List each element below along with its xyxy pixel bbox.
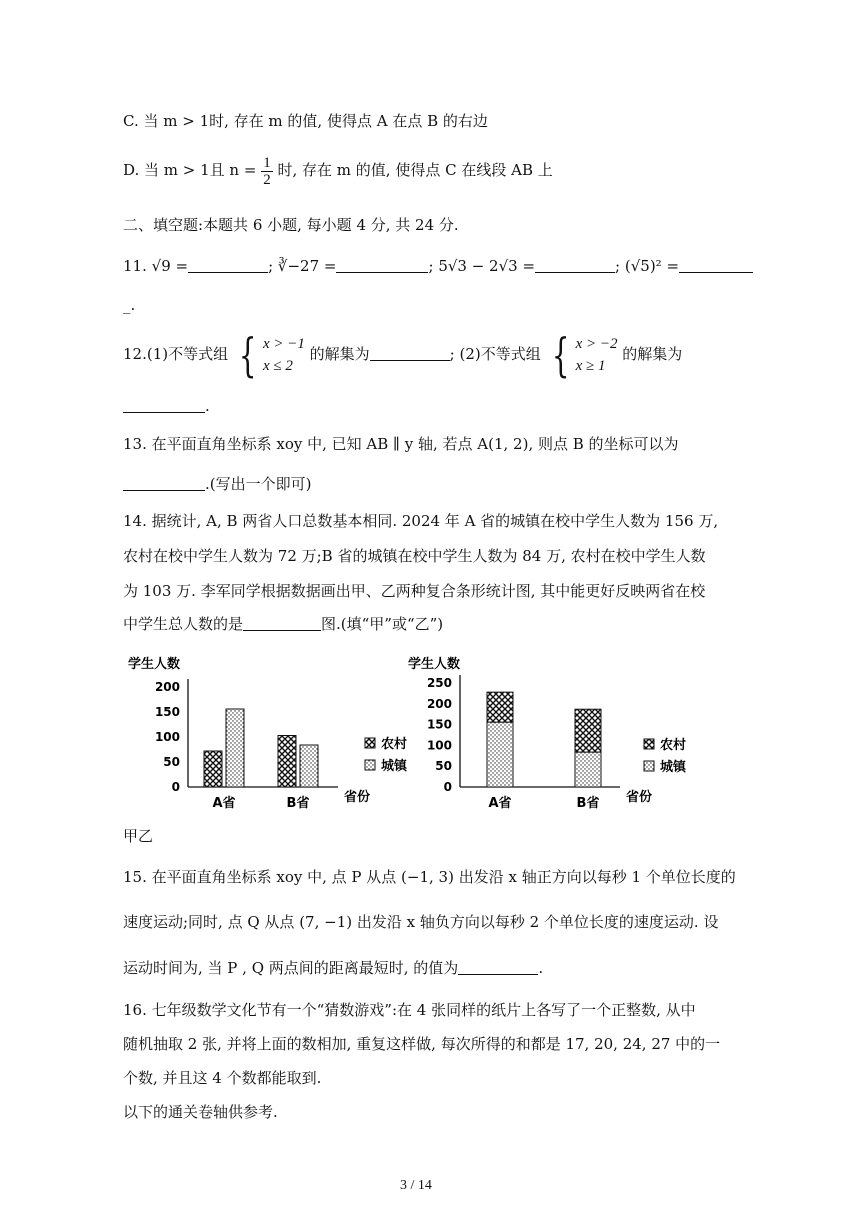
inequality-system-2 <box>576 333 618 377</box>
q11-expr-2: ∛−27 = <box>277 257 337 275</box>
y-tick-label: 100 <box>426 738 452 753</box>
legend-label-城镇: 城镇 <box>660 760 687 775</box>
x-tick-label: A省 <box>488 796 512 811</box>
q12-part2-label: ; (2)不等式组 <box>449 345 541 363</box>
chart-caption: 甲乙 <box>123 827 154 845</box>
question-15-line-3 <box>123 958 543 978</box>
q12-solution-label-1: 的解集为 <box>309 345 370 363</box>
q11-expr-1: √9 = <box>151 257 189 275</box>
bar-城镇-B省 <box>575 752 601 787</box>
y-tick-label: 250 <box>426 676 452 690</box>
bar-农村-A省 <box>487 692 513 722</box>
answer-blank[interactable] <box>243 615 321 631</box>
question-15-line-1: 15. 在平面直角坐标系 xoy 中, 点 P 从点 (−1, 3) 出发沿 x 轴正方向以每秒 1 个单位长度的 <box>123 868 736 886</box>
answer-blank[interactable] <box>535 257 615 273</box>
answer-blank[interactable] <box>679 257 753 273</box>
question-16-line-3: 个数, 并且这 4 个数都能取到. <box>123 1069 322 1087</box>
answer-blank[interactable] <box>336 257 428 273</box>
question-14-line-3: 为 103 万. 李军同学根据数据画出甲、乙两种复合条形统计图, 其中能更好反映两省在校 <box>123 582 706 600</box>
option-c: C. 当 m > 1时, 存在 m 的值, 使得点 A 在点 B 的右边 <box>123 112 488 130</box>
legend-swatch-城镇 <box>644 761 654 771</box>
question-15-line-2: 速度运动;同时, 点 Q 从点 (7, −1) 出发沿 x 轴负方向以每秒 2 个单位长度的速度运动. 设 <box>123 913 719 931</box>
q14-prompt: 中学生总人数的是 <box>123 615 244 633</box>
option-d-pre: D. 当 m > 1且 n = <box>123 161 257 179</box>
q12-tail-dot: . <box>205 397 210 415</box>
question-14-line-2: 农村在校中学生人数为 72 万;B 省的城镇在校中学生人数为 84 万, 农村在校中学生人数 <box>123 547 706 565</box>
question-16-line-4: 以下的通关卷轴供参考. <box>123 1103 278 1121</box>
question-13-line-2 <box>123 474 311 494</box>
y-tick-label: 50 <box>435 759 452 774</box>
answer-blank[interactable] <box>458 959 538 975</box>
x-axis-label: 省份 <box>344 790 371 805</box>
q11-tail: _. <box>123 296 136 314</box>
page-number: 3 / 14 <box>400 1178 432 1193</box>
chart-yi <box>400 652 710 822</box>
legend-swatch-农村 <box>365 738 375 748</box>
answer-blank[interactable] <box>123 475 205 491</box>
chart-jia <box>120 652 420 822</box>
answer-blank[interactable] <box>123 397 205 413</box>
fraction-numerator: 1 <box>263 154 271 171</box>
bar-城镇-B省 <box>300 745 318 787</box>
bar-农村-B省 <box>575 709 601 752</box>
y-tick-label: 100 <box>154 730 180 744</box>
q11-label: 11. <box>123 257 147 275</box>
answer-blank[interactable] <box>188 257 268 273</box>
question-16-line-2: 随机抽取 2 张, 并将上面的数相加, 重复这样做, 每次所得的和都是 17, 20, 24, 27 中的一 <box>123 1035 721 1053</box>
y-tick-label: 150 <box>154 705 180 719</box>
bar-城镇-A省 <box>487 722 513 787</box>
q13-hint: .(写出一个即可) <box>205 475 312 493</box>
legend-label-农村: 农村 <box>381 737 408 752</box>
y-tick-label: 0 <box>443 780 452 794</box>
question-11: 11. √9 = ; ∛−27 = ; 5√3 − 2√3 = ; (√5)² = <box>123 256 753 276</box>
y-tick-label: 150 <box>426 717 452 732</box>
legend-label-城镇: 城镇 <box>381 759 408 774</box>
x-tick-label: A省 <box>212 796 236 811</box>
question-13-line-1: 13. 在平面直角坐标系 xoy 中, 已知 AB ∥ y 轴, 若点 A(1, 2), 则点 B 的坐标可以为 <box>123 435 679 453</box>
option-d <box>123 150 553 190</box>
q12-tail <box>123 396 210 416</box>
q11-expr-4: (√5)² = <box>624 257 680 275</box>
left-brace: { <box>238 328 257 382</box>
bar-城镇-A省 <box>226 709 244 787</box>
legend-label-农村: 农村 <box>660 738 687 753</box>
question-14-line-4 <box>123 614 443 634</box>
inequality-1b: x ≤ 2 <box>262 358 293 374</box>
y-tick-label: 0 <box>171 780 180 794</box>
question-16-line-1: 16. 七年级数学文化节有一个“猜数游戏”:在 4 张同样的纸片上各写了一个正整数, 从中 <box>123 1001 696 1019</box>
left-brace: { <box>551 328 569 382</box>
inequality-2b: x ≥ 1 <box>575 358 606 374</box>
legend-swatch-农村 <box>644 739 654 749</box>
q15-tail: . <box>538 959 544 977</box>
x-tick-label: B省 <box>576 796 600 811</box>
inequality-2a: x > −2 <box>575 336 618 352</box>
y-axis-label: 学生人数 <box>408 657 461 672</box>
q12-solution-label-2: 的解集为 <box>622 345 683 363</box>
question-12 <box>123 328 683 382</box>
fraction-half <box>261 155 273 188</box>
y-tick-label: 50 <box>163 755 180 769</box>
fraction-denominator: 2 <box>263 171 271 188</box>
q15-prompt: 运动时间为, 当 P , Q 两点间的距离最短时, 的值为 <box>123 959 459 977</box>
x-axis-label: 省份 <box>626 790 653 805</box>
q11-expr-3: 5√3 − 2√3 = <box>438 257 536 275</box>
section-heading: 二、填空题:本题共 6 小题, 每小题 4 分, 共 24 分. <box>123 216 459 234</box>
q12-part1-label: 12.(1)不等式组 <box>123 345 229 363</box>
question-14-line-1: 14. 据统计, A, B 两省人口总数基本相同. 2024 年 A 省的城镇在校中学生人数为 156 万, <box>123 512 719 530</box>
inequality-system-1 <box>263 333 305 377</box>
bar-农村-A省 <box>204 751 222 787</box>
option-d-post: 时, 存在 m 的值, 使得点 C 在线段 AB 上 <box>277 161 553 179</box>
bar-农村-B省 <box>278 736 296 788</box>
inequality-1a: x > −1 <box>262 336 305 352</box>
legend-swatch-城镇 <box>365 760 375 770</box>
y-tick-label: 200 <box>426 696 452 711</box>
x-tick-label: B省 <box>286 796 310 811</box>
y-axis-label: 学生人数 <box>128 657 181 672</box>
y-tick-label: 200 <box>154 680 180 694</box>
answer-blank[interactable] <box>370 345 450 361</box>
q14-hint: 图.(填“甲”或“乙”) <box>321 615 444 633</box>
